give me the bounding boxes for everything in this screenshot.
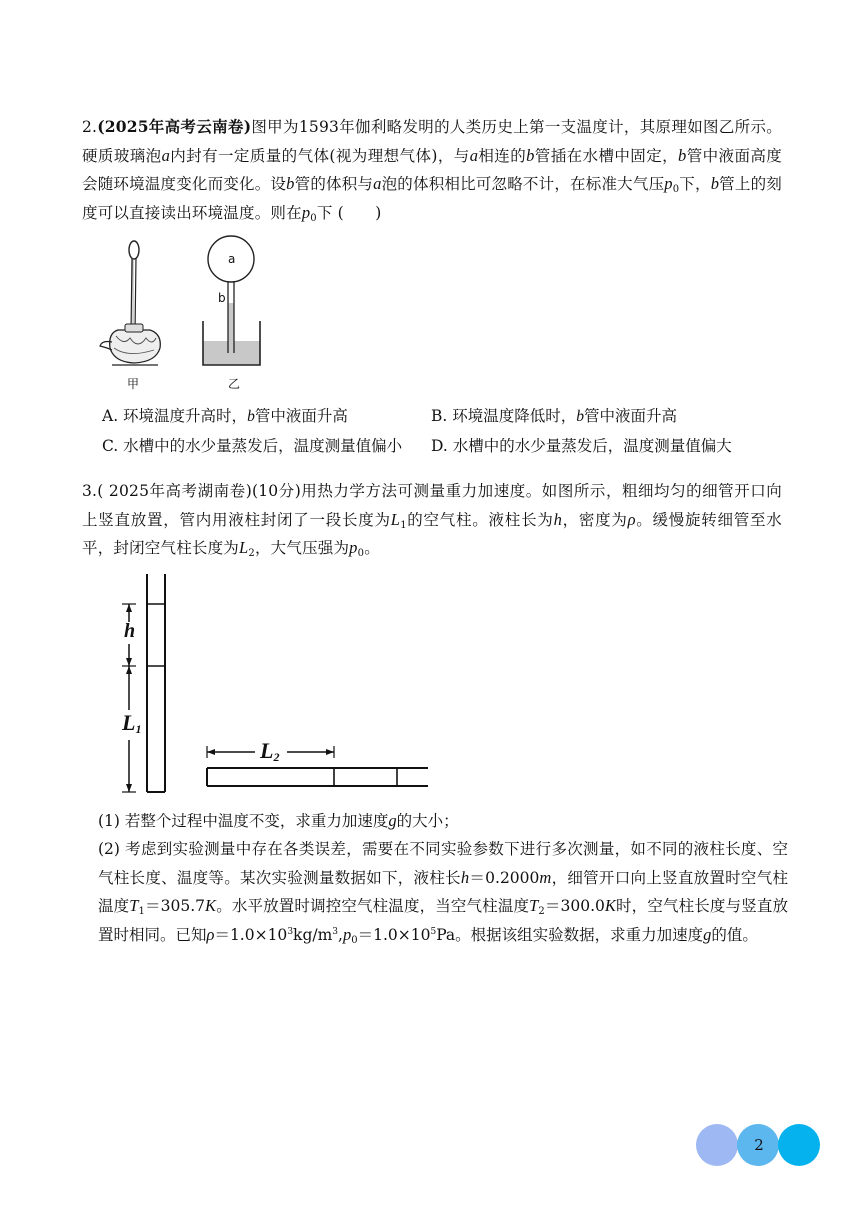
page-badge-circle-left [696,1124,738,1166]
figure-label-h: h [124,620,136,642]
figure-label-a: a [228,252,236,266]
page-badge-circle-right [778,1124,820,1166]
figure-label-l2: $L_2$ [260,738,280,764]
page-number: 2 [754,1136,764,1154]
figure-label-b: b [218,291,226,305]
question-3-part-2: (2) 考虑到实验测量中存在各类误差，需要在不同实验参数下进行多次测量，如不同的液柱长度、空气柱长度、温度等。某次实验测量数据如下，液柱长h＝0.2000m，细管开口向上竖直放置时空气柱温度$T_1=305.7K$。水平放置时调控空气柱温度，当空气柱温度$T_2=300.0K$时，空气柱长度与竖直放置时相同。已知$\rho=1.0\times 10^3kg/m^3,p_0=1.0\times 10^5Pa$。根据该组实验数据，求重力加速度g的值。 [98,840,788,946]
figure-tube [118,570,438,800]
question-3-stem: 3.( 2025年高考湖南卷)(10分)用热力学方法可测量重力加速度。如图所示，粗细均匀的细管开口向上竖直放置，管内用液柱封闭了一段长度为$L_1$的空气柱。液柱长为h，密度为ρ。缓慢旋转细管至水平，封闭空气柱长度为$L_2$，大气压强为$p_0$。 [82,482,782,559]
figure-yi-schematic [196,235,276,375]
question-2-stem: 2.(2025年高考云南卷)图甲为1593年伽利略发明的人类历史上第一支温度计，其原理如图乙所示。硬质玻璃泡a内封有一定质量的气体(视为理想气体)，与a相连的b管插在水槽中固定，b管中液面高度会随环境温度变化而变化。设b管的体积与a泡的体积相比可忽略不计，在标准大气压$p_0$下，b管上的刻度可以直接读出环境温度。则在$p_0$下 ( ) [82,117,782,224]
question-3-part-1: (1) 若整个过程中温度不变，求重力加速度g的大小； [98,811,459,830]
figure-jia-thermometer [98,238,178,373]
option-b[interactable]: B. 环境温度降低时，b管中液面升高 [431,407,678,425]
figure-label-yi: 乙 [228,377,241,391]
option-a[interactable]: A. 环境温度升高时，b管中液面升高 [102,407,348,425]
figure-label-jia: 甲 [127,377,140,391]
figure-label-l1: $L_1$ [122,710,142,736]
option-d[interactable]: D. 水槽中的水少量蒸发后，温度测量值偏大 [431,437,732,455]
option-c[interactable]: C. 水槽中的水少量蒸发后，温度测量值偏小 [102,437,403,455]
